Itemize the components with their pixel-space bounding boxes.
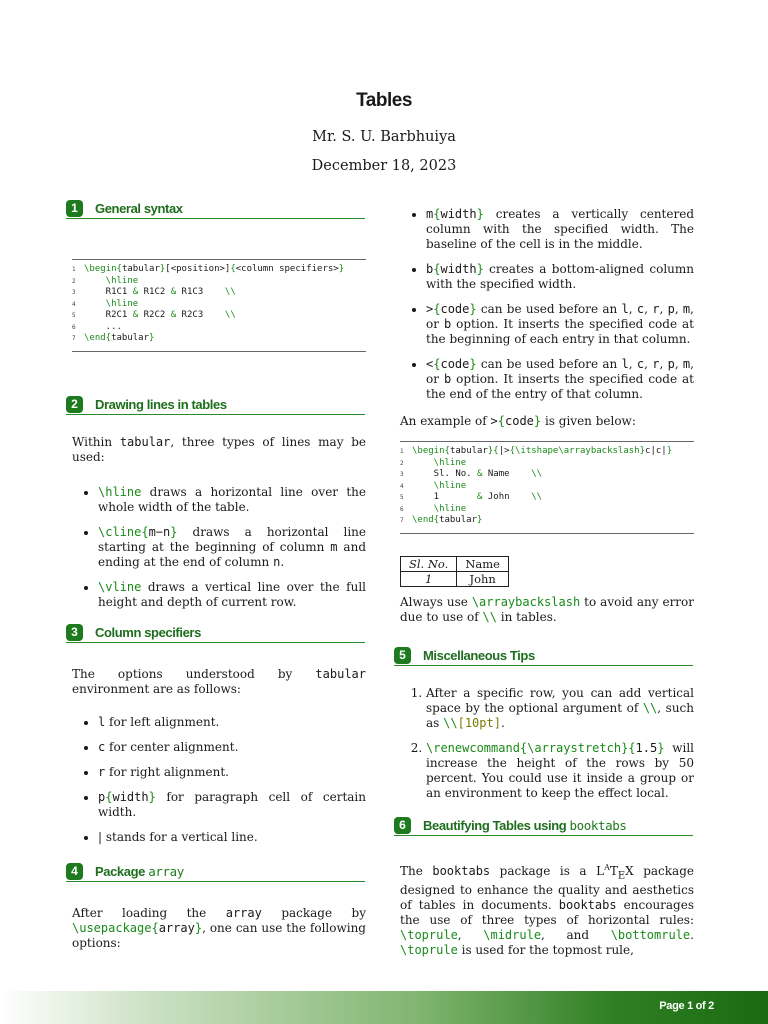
section-title: General syntax <box>95 201 183 216</box>
document-author: Mr. S. U. Barbhuiya <box>312 129 456 145</box>
table-header-cell: Name <box>457 556 509 571</box>
list-item: • | stands for a vertical line. <box>98 830 366 845</box>
table-header-cell: Sl. No. <box>401 556 457 571</box>
list-item: • p{width} for paragraph cell of certain width. <box>98 790 366 820</box>
example-intro: An example of >{code} is given below: <box>400 414 636 428</box>
list-item: • b{width} creates a bottom-aligned column with the specified width. <box>426 262 694 292</box>
section-number-badge: 2 <box>66 396 83 413</box>
code-block-example: 1 \begin{tabular}{|>{\itshape\arraybackslash}c|c|} 2 \hline 3 Sl. No. & Name \\ 4 \hline 5 1 & John \\ 6 \hline 7 \end{tabular} <box>400 441 694 534</box>
list-item: 1. After a specific row, you can add vertical space by the optional argument of \\, such as \\[10pt]. <box>426 686 694 731</box>
section-number-badge: 3 <box>66 624 83 641</box>
table-row <box>401 571 509 586</box>
list-item: • >{code} can be used before an l, c, r, p, m, or b option. It inserts the specified code at the beginning of each entry in that column. <box>426 302 694 347</box>
list-item: • <{code} can be used before an l, c, r, p, m, or b option. It inserts the specified code at the end of the entry of that column. <box>426 357 694 402</box>
section-heading-package-array <box>66 863 365 882</box>
code-block-general-syntax: 1 \begin{tabular}[<position>]{<column specifiers>} 2 \hline 3 R1C1 & R1C2 & R1C3 \\ 4 \hline 5 R2C1 & R2C2 & R2C3 \\ 6 ... 7 \end{tabular} <box>72 259 366 352</box>
section-number-badge: 4 <box>66 863 83 880</box>
array-intro: After loading the array package by \usepackage{array}, one can use the following options: <box>72 905 366 950</box>
page-footer <box>0 991 768 1024</box>
always-use-note: Always use \arraybackslash to avoid any error due to use of \\ in tables. <box>400 594 695 624</box>
booktabs-intro: The booktabs package is a $L^AT_EX$ package designed to enhance the quality and aesthetics of tables in documents. booktabs encourages the use of three types of horizontal rules: \toprule, \midrule, and \bottomrule. \toprule is used for the topmost rule, <box>400 862 695 957</box>
section-heading-booktabs <box>394 817 693 836</box>
section-title: Package array <box>95 863 184 879</box>
section-title: Beautifying Tables using booktabs <box>423 817 627 833</box>
section-title: Miscellaneous Tips <box>423 647 535 663</box>
list-item: • m{width} creates a vertically centered column with the specified width. The baseline of the cell is in the middle. <box>426 207 694 252</box>
section-number-badge: 5 <box>394 647 411 664</box>
section-title: Column specifiers <box>95 624 201 640</box>
section-heading-drawing-lines <box>66 396 365 415</box>
table-row <box>401 556 509 571</box>
right-column <box>400 207 694 958</box>
table-cell: 1 <box>401 571 457 586</box>
page-number: Page 1 of 2 <box>659 1000 714 1012</box>
document-title: Tables <box>356 90 412 111</box>
list-item: • c for center alignment. <box>98 740 366 755</box>
left-column <box>72 200 366 951</box>
lines-intro: Within tabular, three types of lines may be used: <box>72 434 366 464</box>
tips-list <box>400 686 694 801</box>
section-title: Drawing lines in tables <box>95 396 227 412</box>
section-heading-misc-tips <box>394 647 693 666</box>
array-options-list <box>400 207 694 402</box>
list-item: • \vline draws a vertical line over the full height and depth of current row. <box>98 580 366 610</box>
section-heading-general-syntax <box>66 200 365 219</box>
section-number-badge: 1 <box>66 200 83 217</box>
list-item: • r for right alignment. <box>98 765 366 780</box>
list-item: • \cline{m−n} draws a horizontal line starting at the beginning of column m and ending at the end of column n. <box>98 525 366 570</box>
section-heading-column-specifiers <box>66 624 365 643</box>
example-table <box>400 556 509 587</box>
section-number-badge: 6 <box>394 817 411 834</box>
lines-list <box>72 485 366 610</box>
list-item: • l for left alignment. <box>98 715 366 730</box>
colspec-list <box>72 715 366 845</box>
list-item: • \hline draws a horizontal line over the whole width of the table. <box>98 485 366 515</box>
list-item: 2. \renewcommand{\arraystretch}{1.5} will increase the height of the rows by 50 percent. You could use it inside a group or an environment to keep the effect local. <box>426 741 694 801</box>
colspec-intro: The options understood by tabular environment are as follows: <box>72 666 366 696</box>
table-cell: John <box>457 571 509 586</box>
document-date: December 18, 2023 <box>311 158 457 174</box>
